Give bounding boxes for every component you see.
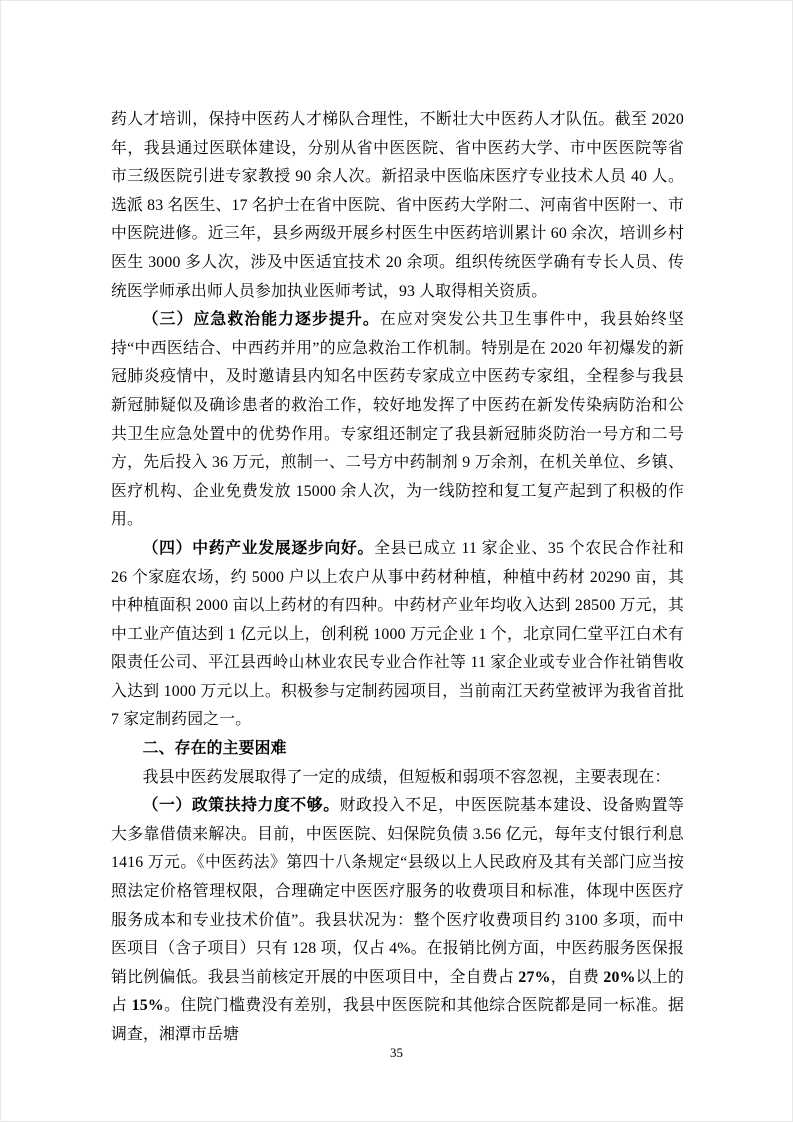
- paragraph-policy-support-bold-15: 15%: [131, 997, 164, 1015]
- paragraph-policy-support-seg4: 。住院门槛费没有差别，我县中医医院和其他综合医院都是同一标准。据调查，湘潭市岳塘: [111, 997, 684, 1043]
- paragraph-tcm-industry-body: 全县已成立 11 家企业、35 个农民合作社和 26 个家庭农场，约 5000 户以上农户从事中药材种植，种植中药材 20290 亩，其中种植面积 2000 亩以上药材的有四种。中药材产业年均收入达到 28500 万元，其中工业产值达到 1 亿元以上，创利税 1000 万元企业 1 个，北京同仁堂平江白术有限责任公司、平江县西岭山林业农民专业合作社等 11 家企业或专业合作社销售收入达到 1000 万元以上。积极参与定制药园项目，当前南江天药堂被评为我省首批 7 家定制药园之一。: [111, 539, 684, 729]
- paragraph-policy-support-bold-20: 20%: [603, 968, 636, 986]
- paragraph-policy-support-seg2: ，自费: [550, 968, 604, 986]
- paragraph-policy-support-lead: （一）政策扶持力度不够。: [142, 797, 340, 815]
- paragraph-emergency-treatment: [111, 306, 684, 535]
- paragraph-tcm-industry-lead: （四）中药产业发展逐步向好。: [142, 539, 375, 557]
- paragraph-difficulties-intro: 我县中医药发展取得了一定的成绩，但短板和弱项不容忽视，主要表现在：: [142, 768, 671, 786]
- paragraph-policy-support-seg1: 财政投入不足，中医医院基本建设、设备购置等大多靠借债来解决。目前，中医医院、妇保院负债 3.56 亿元，每年支付银行利息 1416 万元。《中医药法》第四十八条规定“县级以上人民政府及其有关部门应当按照法定价格管理权限，合理确定中医医疗服务的收费项目和标准，体现中医医疗服务成本和专业技术价值”。我县状况为：整个医疗收费项目约 3100 多项，而中医项目（含子项目）只有 128 项，仅占 4%。在报销比例方面，中医药服务医保报销比例偏低。我县当前核定开展的中医项目中，全自费占: [111, 797, 684, 986]
- paragraph-policy-support-bold-27: 27%: [518, 968, 551, 986]
- paragraph-emergency-treatment-lead: （三）应急救治能力逐步提升。: [142, 311, 380, 329]
- paragraph-talent-training-continuation: 药人才培训，保持中医药人才梯队合理性，不断壮大中医药人才队伍。截至 2020 年，我县通过医联体建设，分别从省中医医院、省中医药大学、市中医医院等省市三级医院引进专家教授 90 余人次。新招录中医临床医疗专业技术人员 40 人。选派 83 名医生、17 名护士在省中医院、省中医药大学附二、河南省中医附一、市中医院进修。近三年，县乡两级开展乡村医生中医药培训累计 60 余次，培训乡村医生 3000 多人次，涉及中医适宜技术 20 余项。组织传统医学确有专长人员、传统医学师承出师人员参加执业医师考试，93 人取得相关资质。: [111, 111, 684, 300]
- section-heading-main-difficulties: 二、存在的主要困难: [142, 740, 287, 758]
- paragraph-emergency-treatment-body: 在应对突发公共卫生事件中，我县始终坚持“中西医结合、中西药并用”的应急救治工作机制。特别是在 2020 年初爆发的新冠肺炎疫情中，及时邀请县内知名中医药专家成立中医药专家组，全程参与我县新冠肺疑似及确诊患者的救治工作，较好地发挥了中医药在新发传染病防治和公共卫生应急处置中的优势作用。专家组还制定了我县新冠肺炎防治一号方和二号方，先后投入 36 万元，煎制一、二号方中药制剂 9 万余剂，在机关单位、乡镇、医疗机构、企业免费发放 15000 余人次，为一线防控和复工复产起到了积极的作用。: [111, 311, 684, 529]
- page-number: 35: [390, 1045, 403, 1060]
- paragraph-tcm-industry: [111, 535, 684, 735]
- paragraph-policy-support: [111, 792, 684, 1049]
- page-content: [111, 106, 684, 1050]
- paragraph-policy-support-seg3: 以上的占: [111, 968, 685, 1015]
